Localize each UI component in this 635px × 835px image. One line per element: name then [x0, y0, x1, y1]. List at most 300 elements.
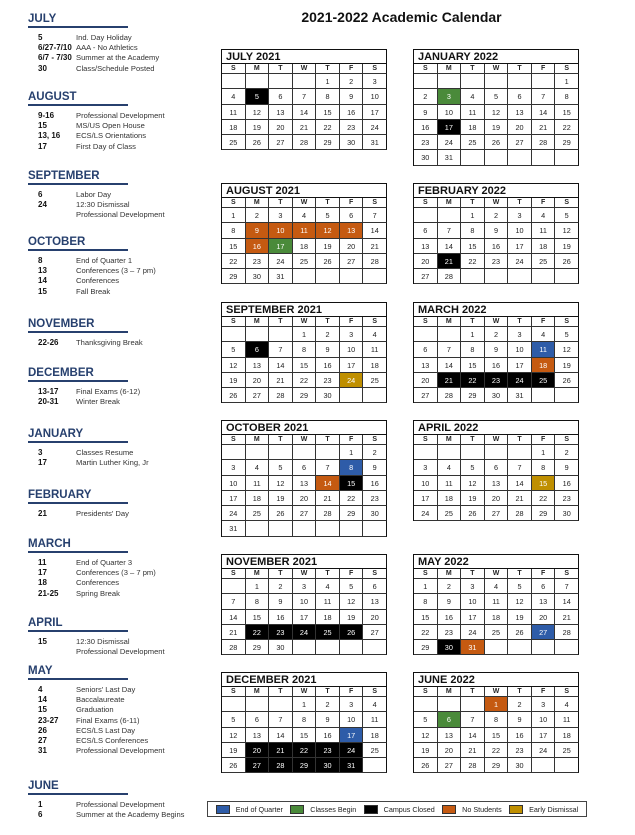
weekday-header: W: [485, 64, 509, 74]
sidebar-event-row: [28, 558, 213, 568]
weekday-header: T: [316, 569, 340, 579]
empty-day-cell: [316, 640, 340, 655]
empty-day-cell: [293, 445, 317, 460]
day-cell: 10: [293, 594, 317, 609]
day-cell: 7: [363, 208, 387, 223]
day-cell: 18: [246, 491, 270, 506]
sidebar-month-february: [28, 489, 213, 519]
empty-day-cell: [414, 208, 438, 223]
day-cell: 10: [461, 594, 485, 609]
day-cell: 2: [414, 89, 438, 104]
day-cell: 4: [316, 579, 340, 594]
day-cell: 23: [414, 135, 438, 150]
weekday-header: S: [414, 435, 438, 445]
day-cell: 19: [485, 120, 509, 135]
empty-day-cell: [438, 445, 462, 460]
day-cell: 2: [555, 445, 579, 460]
day-cell: 12: [555, 223, 579, 238]
sidebar-month-heading: APRIL: [28, 617, 128, 632]
weekday-header: F: [340, 569, 364, 579]
empty-day-cell: [414, 327, 438, 342]
day-cell: 19: [222, 373, 246, 388]
day-cell: 4: [363, 327, 387, 342]
empty-day-cell: [246, 74, 270, 89]
day-cell: 5: [269, 460, 293, 475]
sidebar-month-may: [28, 665, 213, 756]
month-calendar-january-2022: [413, 49, 579, 166]
weekday-header: F: [532, 435, 556, 445]
day-cell: 31: [461, 640, 485, 655]
day-cell: 19: [414, 743, 438, 758]
day-cell: 26: [461, 506, 485, 521]
sidebar-month-heading: OCTOBER: [28, 236, 128, 251]
event-date: 30: [38, 63, 47, 73]
weekday-header: F: [532, 687, 556, 697]
day-cell: 19: [555, 239, 579, 254]
sidebar-month-heading: JUNE: [28, 780, 128, 795]
day-cell: 16: [363, 476, 387, 491]
empty-day-cell: [293, 74, 317, 89]
weekday-header: S: [414, 198, 438, 208]
calendar-days-grid: [413, 63, 579, 166]
event-label: Classes Resume: [76, 448, 134, 457]
event-label: MS/US Open House: [76, 121, 145, 131]
day-cell: 8: [555, 89, 579, 104]
empty-day-cell: [293, 521, 317, 536]
day-cell: 2: [246, 208, 270, 223]
day-cell: 27: [508, 135, 532, 150]
weekday-header: T: [269, 317, 293, 327]
day-cell: 31: [438, 150, 462, 165]
sidebar-month-heading: SEPTEMBER: [28, 170, 128, 185]
day-cell: 7: [532, 89, 556, 104]
day-cell: 24: [293, 625, 317, 640]
calendar-days-grid: [221, 686, 387, 773]
calendar-title: FEBRUARY 2022: [413, 183, 579, 197]
sidebar-event-row: [28, 190, 213, 200]
sidebar-event-row: [28, 695, 213, 705]
sidebar-event-row: [28, 276, 213, 286]
sidebar-month-july: [28, 13, 213, 74]
day-cell: 28: [316, 506, 340, 521]
weekday-header: W: [293, 435, 317, 445]
event-label: Seniors' Last Day: [76, 685, 136, 694]
day-cell: 1: [293, 327, 317, 342]
empty-day-cell: [438, 697, 462, 712]
empty-day-cell: [555, 640, 579, 655]
day-cell: 17: [269, 239, 293, 254]
day-cell: 25: [363, 743, 387, 758]
day-cell: 6: [414, 342, 438, 357]
day-cell: 1: [461, 208, 485, 223]
event-label: Professional Development: [76, 746, 165, 756]
weekday-header: W: [485, 687, 509, 697]
weekday-header: W: [485, 198, 509, 208]
day-cell: 21: [293, 120, 317, 135]
sidebar-event-row: [28, 338, 213, 348]
day-cell: 30: [414, 150, 438, 165]
event-label: Conferences: [76, 276, 120, 286]
weekday-header: M: [438, 435, 462, 445]
day-cell: 12: [508, 594, 532, 609]
empty-day-cell: [316, 445, 340, 460]
empty-day-cell: [461, 445, 485, 460]
day-cell: 14: [438, 239, 462, 254]
day-cell: 25: [246, 506, 270, 521]
day-cell: 6: [438, 712, 462, 727]
weekday-header: S: [555, 569, 579, 579]
day-cell: 5: [485, 89, 509, 104]
day-cell: 5: [508, 579, 532, 594]
day-cell: 11: [293, 223, 317, 238]
day-cell: 18: [222, 120, 246, 135]
day-cell: 31: [222, 521, 246, 536]
page-title: 2021-2022 Academic Calendar: [301, 9, 502, 25]
weekday-header: S: [363, 435, 387, 445]
empty-day-cell: [532, 150, 556, 165]
day-cell: 22: [414, 625, 438, 640]
day-cell: 27: [340, 254, 364, 269]
weekday-header: F: [340, 64, 364, 74]
day-cell: 10: [508, 223, 532, 238]
day-cell: 1: [414, 579, 438, 594]
day-cell: 26: [555, 254, 579, 269]
day-cell: 16: [269, 610, 293, 625]
calendar-days-grid: [413, 568, 579, 655]
day-cell: 12: [555, 342, 579, 357]
day-cell: 23: [246, 254, 270, 269]
day-cell: 15: [532, 476, 556, 491]
event-label: End of Quarter 1: [76, 256, 133, 265]
day-cell: 20: [438, 743, 462, 758]
weekday-header: S: [222, 569, 246, 579]
event-date: 21-25: [38, 588, 59, 598]
empty-day-cell: [508, 150, 532, 165]
empty-day-cell: [461, 269, 485, 284]
day-cell: 30: [316, 758, 340, 773]
day-cell: 13: [363, 594, 387, 609]
weekday-header: F: [340, 687, 364, 697]
calendar-title: DECEMBER 2021: [221, 672, 387, 686]
color-legend: [207, 801, 587, 817]
day-cell: 13: [414, 239, 438, 254]
day-cell: 14: [532, 105, 556, 120]
day-cell: 22: [293, 373, 317, 388]
day-cell: 22: [555, 120, 579, 135]
day-cell: 15: [461, 358, 485, 373]
day-cell: 6: [269, 89, 293, 104]
day-cell: 21: [555, 610, 579, 625]
calendar-days-grid: [221, 316, 387, 403]
day-cell: 15: [461, 239, 485, 254]
day-cell: 22: [316, 120, 340, 135]
sidebar-month-april: [28, 617, 213, 657]
calendar-title: JULY 2021: [221, 49, 387, 63]
day-cell: 10: [414, 476, 438, 491]
sidebar-month-november: [28, 318, 213, 348]
empty-day-cell: [414, 445, 438, 460]
day-cell: 13: [532, 594, 556, 609]
day-cell: 6: [246, 342, 270, 357]
day-cell: 22: [222, 254, 246, 269]
event-date: 9-16: [38, 111, 55, 120]
day-cell: 3: [269, 208, 293, 223]
day-cell: 11: [555, 712, 579, 727]
weekday-header: T: [269, 198, 293, 208]
day-cell: 16: [485, 358, 509, 373]
day-cell: 21: [222, 625, 246, 640]
day-cell: 22: [246, 625, 270, 640]
day-cell: 27: [438, 758, 462, 773]
day-cell: 8: [222, 223, 246, 238]
empty-day-cell: [340, 640, 364, 655]
day-cell: 23: [485, 254, 509, 269]
day-cell: 6: [532, 579, 556, 594]
weekday-header: F: [340, 435, 364, 445]
sidebar-event-row: [28, 458, 213, 468]
day-cell: 23: [316, 373, 340, 388]
day-cell: 6: [363, 579, 387, 594]
calendar-title: JANUARY 2022: [413, 49, 579, 63]
day-cell: 26: [222, 388, 246, 403]
day-cell: 20: [340, 239, 364, 254]
day-cell: 31: [269, 269, 293, 284]
sidebar-month-january: [28, 428, 213, 468]
day-cell: 3: [508, 208, 532, 223]
sidebar-event-row: [28, 647, 213, 657]
sidebar-event-row: [28, 131, 213, 141]
day-cell: 14: [555, 594, 579, 609]
weekday-header: S: [555, 687, 579, 697]
event-date: [28, 647, 76, 657]
day-cell: 5: [222, 342, 246, 357]
day-cell: 24: [269, 254, 293, 269]
month-calendar-october-2021: [221, 420, 387, 537]
event-label: First Day of Class: [76, 141, 136, 151]
empty-day-cell: [293, 269, 317, 284]
day-cell: 15: [293, 358, 317, 373]
day-cell: 28: [269, 388, 293, 403]
day-cell: 6: [293, 460, 317, 475]
calendar-title: OCTOBER 2021: [221, 420, 387, 434]
day-cell: 19: [222, 743, 246, 758]
weekday-header: T: [508, 687, 532, 697]
legend-swatch: [509, 805, 523, 814]
event-date: 14: [38, 695, 47, 705]
day-cell: 13: [485, 476, 509, 491]
weekday-header: T: [316, 64, 340, 74]
day-cell: 28: [293, 135, 317, 150]
event-label: Professional Development: [76, 647, 165, 657]
empty-day-cell: [269, 697, 293, 712]
day-cell: 13: [508, 105, 532, 120]
day-cell: 18: [532, 358, 556, 373]
day-cell: 20: [414, 254, 438, 269]
event-date: 15: [38, 705, 47, 715]
legend-label: No Students: [462, 804, 502, 814]
event-label: Class/Schedule Posted: [76, 63, 155, 73]
empty-day-cell: [461, 74, 485, 89]
day-cell: 22: [293, 743, 317, 758]
day-cell: 19: [316, 239, 340, 254]
day-cell: 18: [316, 610, 340, 625]
day-cell: 5: [316, 208, 340, 223]
day-cell: 10: [363, 89, 387, 104]
day-cell: 25: [485, 625, 509, 640]
legend-label: End of Quarter: [235, 804, 283, 814]
event-label: Summer at the Academy Begins: [76, 810, 185, 820]
day-cell: 4: [222, 89, 246, 104]
event-label: Professional Development: [76, 111, 165, 120]
month-calendar-april-2022: [413, 420, 579, 521]
sidebar-event-row: [28, 111, 213, 121]
day-cell: 11: [363, 342, 387, 357]
empty-day-cell: [485, 150, 509, 165]
event-label: End of Quarter 3: [76, 558, 133, 567]
day-cell: 12: [414, 728, 438, 743]
weekday-header: S: [363, 317, 387, 327]
day-cell: 24: [340, 373, 364, 388]
calendar-days-grid: [221, 63, 387, 150]
weekday-header: T: [508, 198, 532, 208]
day-cell: 7: [269, 712, 293, 727]
day-cell: 2: [438, 579, 462, 594]
day-cell: 26: [246, 135, 270, 150]
event-label: Conferences: [76, 578, 120, 588]
day-cell: 5: [222, 712, 246, 727]
event-label: AAA - No Athletics: [76, 43, 138, 53]
day-cell: 12: [340, 594, 364, 609]
day-cell: 11: [363, 712, 387, 727]
weekday-header: F: [532, 198, 556, 208]
day-cell: 7: [269, 342, 293, 357]
event-label: Professional Development: [76, 800, 165, 809]
day-cell: 24: [461, 625, 485, 640]
sidebar-event-row: [28, 397, 213, 407]
event-label: Presidents' Day: [76, 509, 129, 518]
day-cell: 29: [485, 758, 509, 773]
day-cell: 29: [555, 135, 579, 150]
empty-day-cell: [363, 758, 387, 773]
day-cell: 26: [485, 135, 509, 150]
day-cell: 18: [363, 358, 387, 373]
sidebar-event-row: [28, 387, 213, 397]
event-label: Final Exams (6-11): [76, 715, 140, 725]
day-cell: 23: [269, 625, 293, 640]
sidebar-event-row: [28, 53, 213, 63]
day-cell: 14: [438, 358, 462, 373]
day-cell: 6: [485, 460, 509, 475]
weekday-header: M: [246, 317, 270, 327]
day-cell: 27: [293, 506, 317, 521]
day-cell: 8: [293, 342, 317, 357]
day-cell: 2: [485, 327, 509, 342]
day-cell: 12: [316, 223, 340, 238]
day-cell: 15: [340, 476, 364, 491]
weekday-header: T: [508, 569, 532, 579]
sidebar-event-row: [28, 210, 213, 220]
weekday-header: T: [508, 435, 532, 445]
empty-day-cell: [269, 74, 293, 89]
empty-day-cell: [485, 74, 509, 89]
day-cell: 28: [363, 254, 387, 269]
weekday-header: M: [246, 64, 270, 74]
day-cell: 21: [438, 373, 462, 388]
day-cell: 27: [414, 269, 438, 284]
day-cell: 13: [438, 728, 462, 743]
sidebar-event-row: [28, 64, 213, 74]
event-label: 12:30 Dismissal: [76, 637, 130, 646]
weekday-header: S: [555, 64, 579, 74]
day-cell: 7: [555, 579, 579, 594]
empty-day-cell: [555, 388, 579, 403]
empty-day-cell: [222, 74, 246, 89]
event-date: 13: [38, 266, 47, 276]
day-cell: 10: [222, 476, 246, 491]
weekday-header: M: [438, 198, 462, 208]
sidebar-month-march: [28, 538, 213, 599]
empty-day-cell: [222, 579, 246, 594]
day-cell: 2: [269, 579, 293, 594]
day-cell: 18: [485, 610, 509, 625]
weekday-header: W: [485, 317, 509, 327]
event-label: Summer at the Academy: [76, 53, 160, 63]
day-cell: 5: [246, 89, 270, 104]
day-cell: 1: [555, 74, 579, 89]
day-cell: 30: [508, 758, 532, 773]
weekday-header: M: [246, 435, 270, 445]
empty-day-cell: [246, 327, 270, 342]
empty-day-cell: [269, 521, 293, 536]
sidebar-month-heading: FEBRUARY: [28, 489, 128, 504]
weekday-header: T: [269, 687, 293, 697]
day-cell: 1: [485, 697, 509, 712]
day-cell: 13: [293, 476, 317, 491]
day-cell: 26: [414, 758, 438, 773]
day-cell: 30: [316, 388, 340, 403]
day-cell: 16: [340, 105, 364, 120]
event-date: 6/7 - 7/30: [38, 53, 72, 63]
day-cell: 28: [438, 269, 462, 284]
day-cell: 19: [340, 610, 364, 625]
sidebar-event-row: [28, 589, 213, 599]
empty-day-cell: [532, 74, 556, 89]
day-cell: 26: [269, 506, 293, 521]
day-cell: 29: [246, 640, 270, 655]
day-cell: 1: [293, 697, 317, 712]
day-cell: 10: [340, 712, 364, 727]
sidebar-event-row: [28, 266, 213, 276]
month-calendar-december-2021: [221, 672, 387, 773]
day-cell: 16: [414, 120, 438, 135]
day-cell: 6: [508, 89, 532, 104]
empty-day-cell: [246, 521, 270, 536]
weekday-header: W: [485, 569, 509, 579]
event-label: Thanksgiving Break: [76, 338, 143, 347]
event-date: 20-31: [38, 397, 59, 407]
day-cell: 8: [414, 594, 438, 609]
day-cell: 25: [222, 135, 246, 150]
calendar-title: MAY 2022: [413, 554, 579, 568]
event-date: 6: [38, 810, 43, 820]
empty-day-cell: [414, 74, 438, 89]
legend-swatch: [442, 805, 456, 814]
day-cell: 17: [508, 358, 532, 373]
day-cell: 1: [246, 579, 270, 594]
sidebar-event-row: [28, 716, 213, 726]
empty-day-cell: [316, 269, 340, 284]
day-cell: 23: [316, 743, 340, 758]
